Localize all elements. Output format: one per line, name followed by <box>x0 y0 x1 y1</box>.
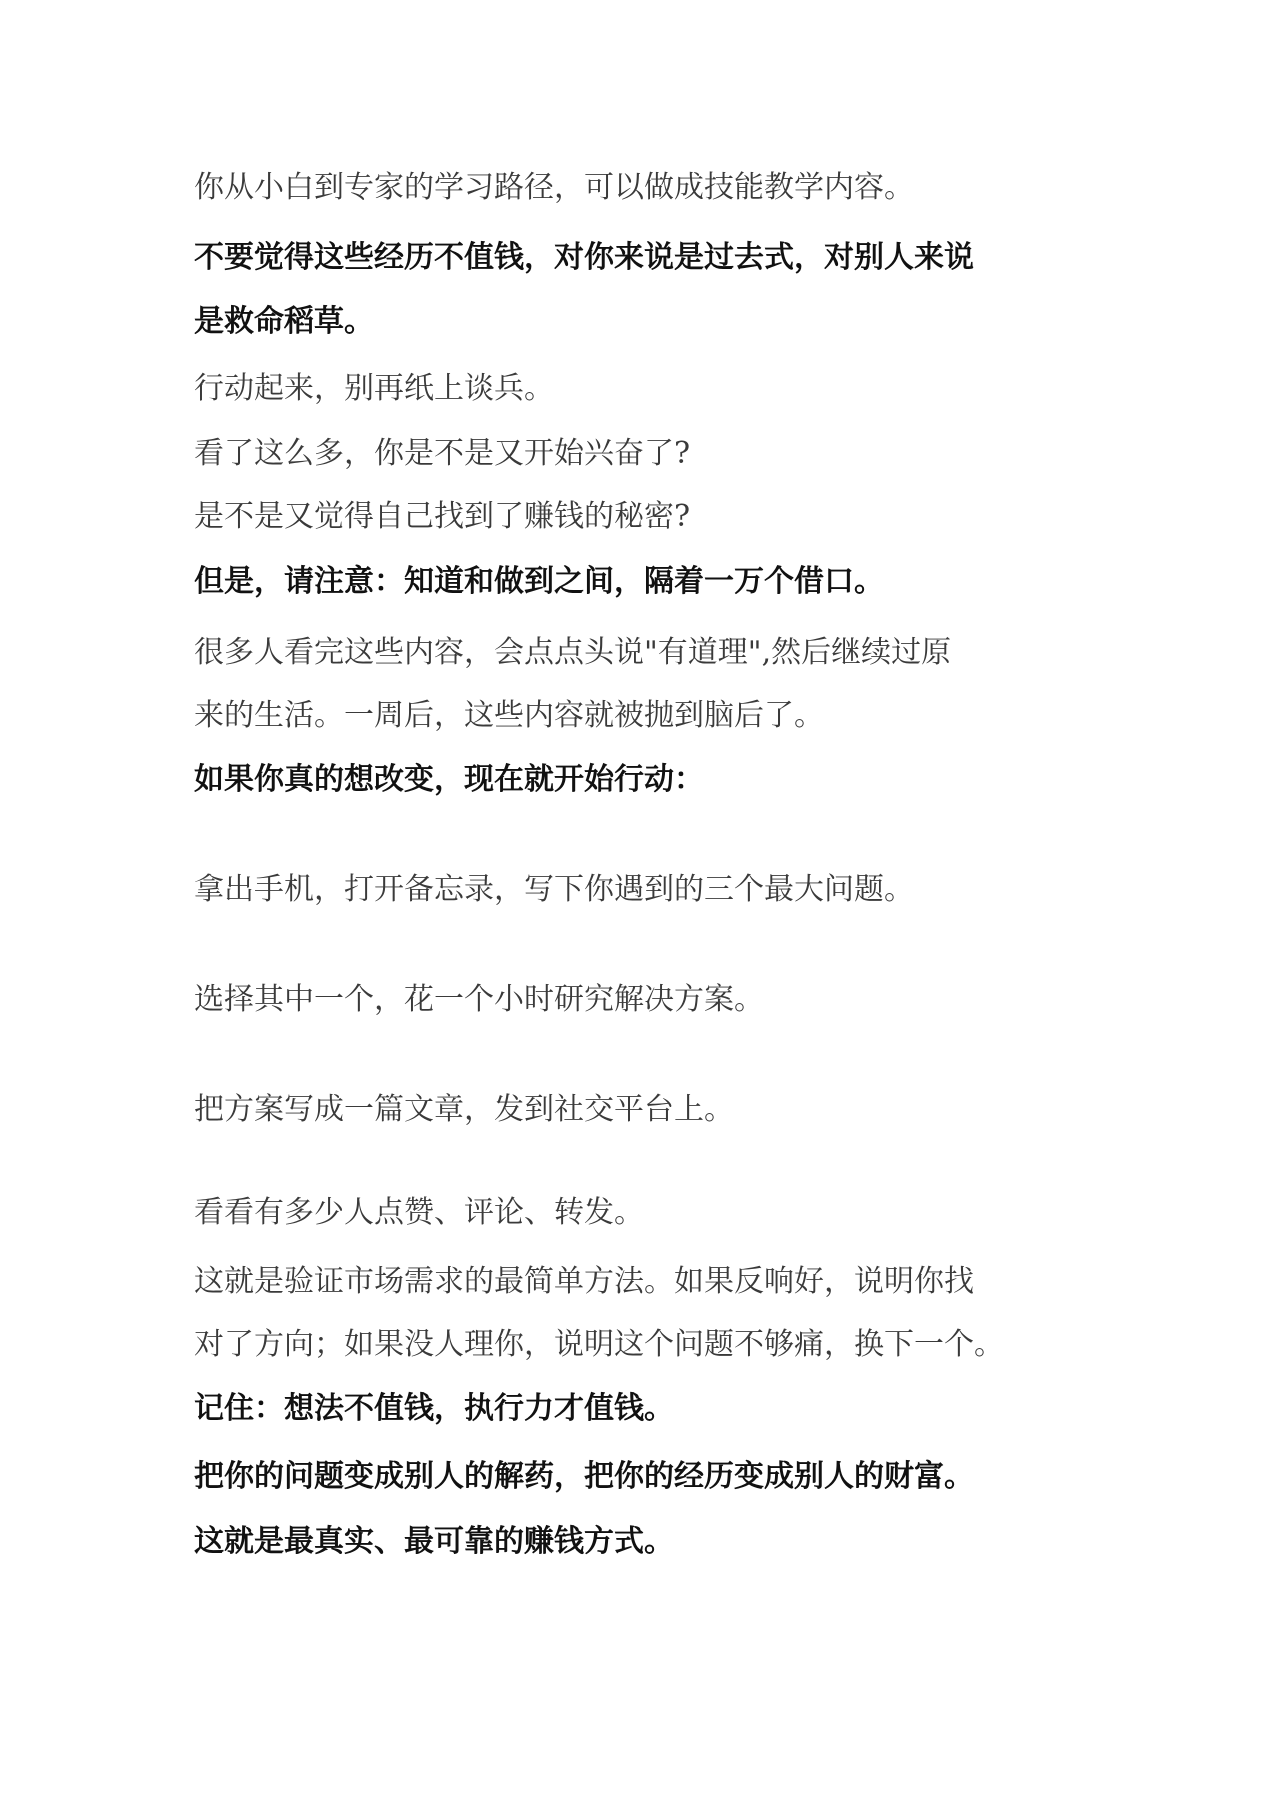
text-line-bold: 记住：想法不值钱，执行力才值钱。 <box>194 1391 674 1426</box>
text-line: 你从小白到专家的学习路径，可以做成技能教学内容。 <box>194 170 914 205</box>
text-line: 行动起来，别再纸上谈兵。 <box>194 371 554 406</box>
text-line: 看看有多少人点赞、评论、转发。 <box>194 1195 644 1230</box>
text-line: 看了这么多，你是不是又开始兴奋了? <box>194 436 691 471</box>
text-line-bold: 这就是最真实、最可靠的赚钱方式。 <box>194 1524 674 1559</box>
text-line: 选择其中一个，花一个小时研究解决方案。 <box>194 982 764 1017</box>
text-line: 来的生活。一周后，这些内容就被抛到脑后了。 <box>194 698 824 733</box>
text-line: 是不是又觉得自己找到了赚钱的秘密? <box>194 499 691 534</box>
text-line-bold: 把你的问题变成别人的解药，把你的经历变成别人的财富。 <box>194 1459 974 1494</box>
text-line-bold: 是救命稻草。 <box>194 304 374 339</box>
text-line: 对了方向；如果没人理你，说明这个问题不够痛，换下一个。 <box>194 1327 1004 1362</box>
text-line-bold: 不要觉得这些经历不值钱，对你来说是过去式，对别人来说 <box>194 240 974 275</box>
text-line: 很多人看完这些内容，会点点头说"有道理",然后继续过原 <box>194 635 952 670</box>
text-line: 这就是验证市场需求的最简单方法。如果反响好，说明你找 <box>194 1264 974 1299</box>
text-line-bold: 如果你真的想改变，现在就开始行动： <box>194 762 704 797</box>
text-line: 拿出手机，打开备忘录，写下你遇到的三个最大问题。 <box>194 872 914 907</box>
text-line-bold: 但是，请注意：知道和做到之间，隔着一万个借口。 <box>194 564 884 599</box>
text-line: 把方案写成一篇文章，发到社交平台上。 <box>194 1092 734 1127</box>
